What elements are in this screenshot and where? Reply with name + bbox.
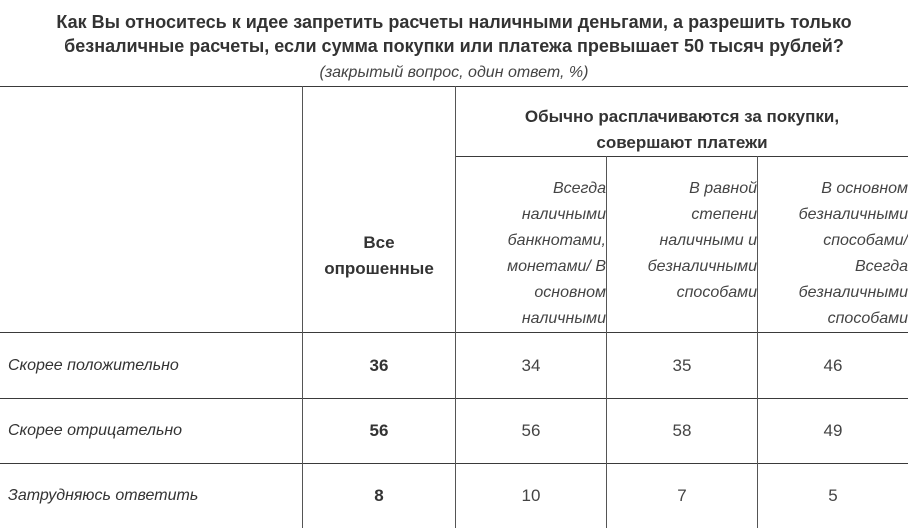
row-label: Скорее отрицательно xyxy=(8,422,183,439)
column-header-line: наличными xyxy=(521,206,606,223)
column-header-line: степени xyxy=(691,206,757,223)
column-header-line: безналичными xyxy=(798,284,908,301)
cell-value: 5 xyxy=(828,486,838,505)
cell-value: 35 xyxy=(672,355,692,375)
column-header-line: Всегда xyxy=(854,258,908,275)
column-header-cash xyxy=(456,176,606,332)
column-header-line: способами/ xyxy=(823,232,908,249)
column-header-line: наличными xyxy=(521,310,606,327)
cell-value: 56 xyxy=(521,421,541,440)
column-header-line: безналичными xyxy=(647,258,757,275)
question-note: (закрытый вопрос, один ответ, %) xyxy=(319,64,589,81)
row-label: Скорее положительно xyxy=(8,356,179,374)
column-header-cashless xyxy=(758,176,908,332)
all-respondents-value: 8 xyxy=(374,486,384,505)
group-header-line-2: совершают платежи xyxy=(596,133,768,152)
group-header xyxy=(456,104,908,156)
column-header-mixed xyxy=(607,176,757,306)
column-header-line: наличными и xyxy=(659,232,757,249)
table-top-border xyxy=(0,86,908,87)
column-header-line: основном xyxy=(534,284,606,301)
column-header-line: способами xyxy=(827,310,908,327)
cell-value: 34 xyxy=(521,355,541,375)
all-respondents-header-line-1: Все xyxy=(363,233,395,252)
question-title xyxy=(0,10,908,58)
column-header-line: Всегда xyxy=(552,180,606,197)
column-header-line: В равной xyxy=(689,180,757,197)
cell-value: 7 xyxy=(677,486,687,505)
all-respondents-header-line-2: опрошенные xyxy=(324,259,434,278)
row-label: Затрудняюсь ответить xyxy=(8,487,199,504)
column-header-line: способами xyxy=(676,284,757,301)
question-title-line-2: безналичные расчеты, если сумма покупки или платежа превышает 50 тысяч рублей? xyxy=(64,36,844,56)
question-title-line-1: Как Вы относитесь к идее запретить расчеты наличными деньгами, а разрешить только xyxy=(56,12,852,32)
group-header-line-1: Обычно расплачиваются за покупки, xyxy=(524,107,840,126)
cell-value: 10 xyxy=(521,486,541,505)
column-header-line: безналичными xyxy=(798,206,908,223)
column-header-line: В основном xyxy=(821,180,908,197)
column-header-line: банкнотами, xyxy=(507,232,606,249)
all-respondents-header xyxy=(303,228,455,284)
column-header-line: монетами/ В xyxy=(507,258,606,275)
cell-value: 58 xyxy=(672,421,692,440)
cell-value: 49 xyxy=(823,421,843,440)
all-respondents-value: 56 xyxy=(369,421,389,440)
table-divider xyxy=(456,156,908,157)
cell-value: 46 xyxy=(823,355,843,375)
all-respondents-value: 36 xyxy=(369,355,389,375)
